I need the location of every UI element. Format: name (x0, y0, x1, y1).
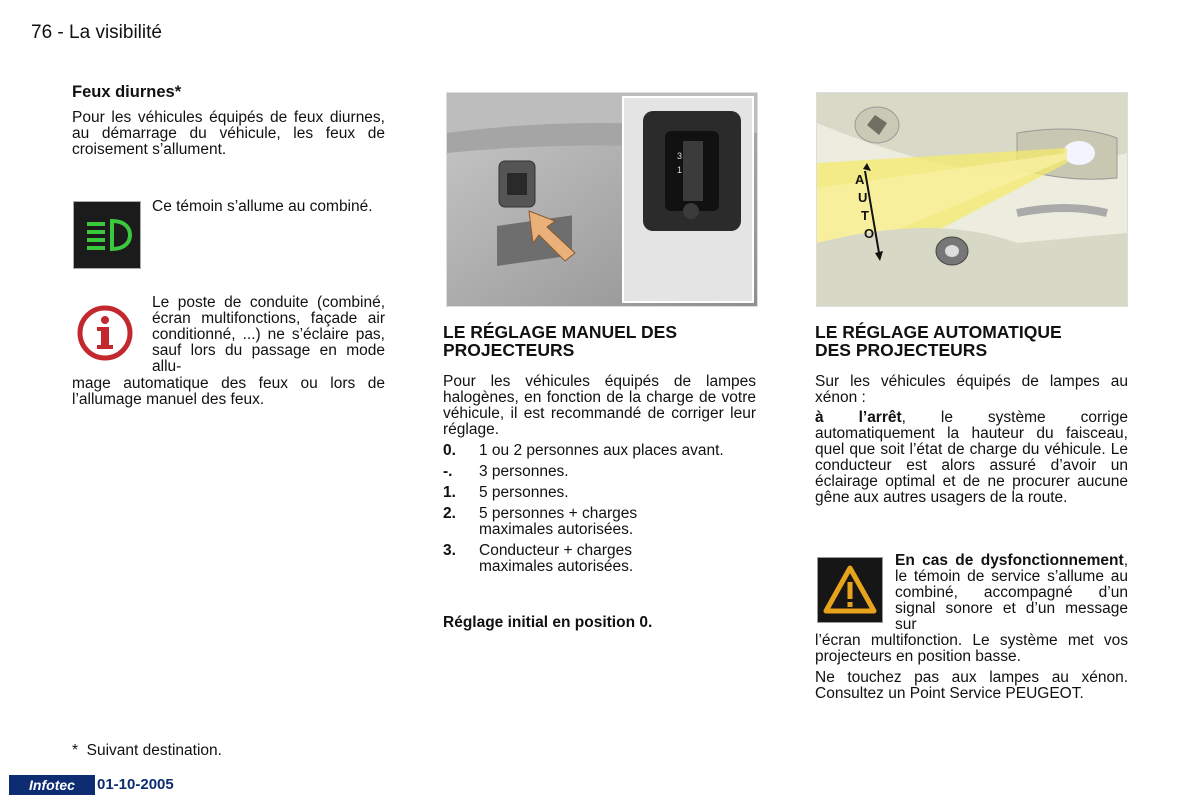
feux-diurnes-intro: Pour les véhicules équipés de feux diurnes, au démarrage du véhicule, les feux de croisement s’allument. (72, 109, 385, 158)
headlight-lamp-icon (73, 201, 141, 269)
svg-text:3: 3 (677, 151, 683, 161)
auto-title-line1: LE RÉGLAGE AUTOMATIQUE (815, 322, 1062, 342)
auto-dysf-bold: En cas de dysfonctionnement (895, 552, 1124, 569)
manual-title-line1: LE RÉGLAGE MANUEL DES (443, 322, 678, 342)
list-item (443, 506, 756, 538)
temoin-text: Ce témoin s’allume au combiné. (152, 198, 373, 215)
auto-letter-t: T (861, 208, 869, 223)
auto-title-line2: DES PROJECTEURS (815, 340, 988, 360)
list-item-text: 5 personnes + charges maximales autorisées. (479, 505, 638, 538)
header-separator: - (57, 22, 64, 43)
info-text-part1: Le poste de conduite (combiné, écran multifonctions, façade air conditionné, ...) ne s’éclaire pas, sauf lors du passage en mode allu- (152, 294, 385, 375)
manual-list (443, 443, 756, 580)
list-item (443, 464, 756, 480)
auto-intro: Sur les véhicules équipés de lampes au xénon : (815, 373, 1128, 406)
info-text-part2: mage automatique des feux ou lors de l’allumage manuel des feux. (72, 375, 385, 408)
manual-title-line2: PROJECTEURS (443, 340, 575, 360)
manual-initial-setting: Réglage initial en position 0. (443, 614, 653, 631)
list-item-text: 1 ou 2 personnes aux places avant. (479, 442, 724, 459)
page-header (31, 22, 162, 44)
warning-triangle-icon (817, 557, 883, 623)
auto-dysf-text: , le témoin de service s’allume au combiné, accompagné d’un signal sonore et d’un message sur (895, 552, 1128, 633)
feux-diurnes-title: Feux diurnes* (72, 83, 182, 101)
info-icon (77, 305, 133, 361)
auto-letter-u: U (858, 190, 868, 205)
footer-date: 01-10-2005 (97, 776, 174, 793)
page-number: 76 (31, 22, 53, 43)
manual-intro: Pour les véhicules équipés de lampes halogènes, en fonction de la charge de votre véhicule, il est recommandé de corriger leur réglage. (443, 373, 756, 438)
infotec-logo (9, 775, 95, 795)
auto-letter-o: O (864, 226, 875, 241)
list-item-number: 1. (443, 484, 456, 501)
auto-arret-paragraph (815, 410, 1128, 506)
list-item-text: 3 personnes. (479, 463, 569, 480)
auto-dysf-text2: l’écran multifonction. Le système met vos projecteurs en position basse. (815, 632, 1128, 665)
infotec-logo-text: Infotec (29, 777, 75, 793)
auto-title (815, 323, 1145, 359)
list-item-number: 0. (443, 442, 456, 459)
svg-text:1: 1 (677, 165, 683, 175)
list-item-number: 2. (443, 505, 456, 522)
section-title: La visibilité (69, 22, 162, 43)
auto-adjust-photo (816, 92, 1128, 307)
footnote: * Suivant destination. (72, 742, 222, 759)
auto-arret-bold: à l’arrêt (815, 409, 902, 426)
auto-arret-text: , le système corrige automatiquement la hauteur du faisceau, quel que soit l’état de charge du véhicule. Le conducteur est alors assuré d’avoir un éclairage optimal et de ne procurer aucune gêne aux autres usagers de la route. (815, 409, 1128, 506)
auto-dysfonctionnement-paragraph (895, 553, 1128, 633)
list-item-number: 3. (443, 542, 456, 559)
manual-title (443, 323, 763, 359)
list-item (443, 485, 756, 501)
list-item-text: 5 personnes. (479, 484, 569, 501)
list-item (443, 443, 756, 459)
auto-letter-a: A (855, 172, 865, 187)
list-item-number: -. (443, 463, 453, 480)
list-item-text: Conducteur + charges maximales autorisées. (479, 542, 634, 575)
list-item (443, 543, 756, 575)
auto-xenon-warning: Ne touchez pas aux lampes au xénon. Consultez un Point Service PEUGEOT. (815, 669, 1128, 702)
manual-adjust-photo (446, 92, 758, 307)
